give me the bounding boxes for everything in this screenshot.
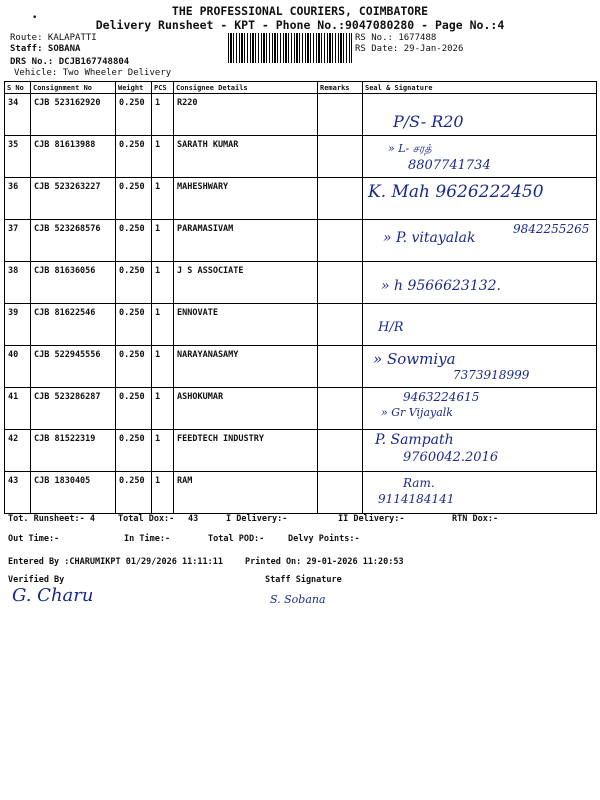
row-consignee: MAHESHWARY — [174, 178, 318, 220]
delivery-table — [4, 81, 597, 514]
rs-date: RS Date: 29-Jan-2026 — [355, 44, 464, 54]
row-consignee: ENNOVATE — [174, 304, 318, 346]
row-remarks — [318, 220, 363, 262]
total-dox-label: Total Dox:- — [118, 514, 175, 524]
row-remarks — [318, 178, 363, 220]
row-weight: 0.250 — [116, 472, 152, 514]
handwritten-signature: » Gr Vijayalk — [381, 406, 453, 419]
row-signature — [363, 178, 597, 220]
row-remarks — [318, 346, 363, 388]
handwritten-phone: 9463224615 — [403, 390, 480, 404]
row-signature — [363, 388, 597, 430]
row-remarks — [318, 94, 363, 136]
row-sno: 40 — [5, 346, 31, 388]
row-sno: 37 — [5, 220, 31, 262]
row-sno: 41 — [5, 388, 31, 430]
row-weight: 0.250 — [116, 346, 152, 388]
row-signature — [363, 472, 597, 514]
handwritten-signature: P/S- R20 — [393, 112, 464, 131]
row-sno: 34 — [5, 94, 31, 136]
row-sno: 43 — [5, 472, 31, 514]
row-signature — [363, 304, 597, 346]
row-pcs: 1 — [152, 220, 174, 262]
row-consignee: FEEDTECH INDUSTRY — [174, 430, 318, 472]
row-weight: 0.250 — [116, 94, 152, 136]
handwritten-signature: » L- சரத் — [388, 142, 432, 155]
rs-number: RS No.: 1677488 — [355, 33, 437, 43]
table-row — [5, 388, 597, 430]
col-signature: Seal & Signature — [363, 82, 597, 94]
row-consignee: NARAYANASAMY — [174, 346, 318, 388]
table-header-row — [5, 82, 597, 94]
row-consignment: CJB 522945556 — [31, 346, 116, 388]
row-consignment: CJB 523162920 — [31, 94, 116, 136]
in-time: In Time:- — [124, 534, 171, 544]
table-row — [5, 136, 597, 178]
bullet-mark: • — [32, 13, 38, 23]
staff-handwritten-signature: S. Sobana — [270, 593, 326, 606]
row-consignment: CJB 523286287 — [31, 388, 116, 430]
row-weight: 0.250 — [116, 220, 152, 262]
staff-label: Staff: SOBANA — [10, 44, 81, 54]
table-row — [5, 346, 597, 388]
row-consignment: CJB 523263227 — [31, 178, 116, 220]
table-row — [5, 220, 597, 262]
row-consignment: CJB 1830405 — [31, 472, 116, 514]
row-signature — [363, 262, 597, 304]
row-sno: 42 — [5, 430, 31, 472]
table-row — [5, 94, 597, 136]
row-remarks — [318, 262, 363, 304]
row-signature — [363, 136, 597, 178]
row-pcs: 1 — [152, 388, 174, 430]
ii-delivery: II Delivery:- — [338, 514, 405, 524]
row-sno: 35 — [5, 136, 31, 178]
col-pcs: PCS — [152, 82, 174, 94]
col-weight: Weight — [116, 82, 152, 94]
row-pcs: 1 — [152, 430, 174, 472]
handwritten-phone: 9842255265 — [513, 222, 590, 236]
handwritten-signature: H/R — [378, 320, 404, 335]
handwritten-phone: 7373918999 — [453, 368, 530, 382]
handwritten-signature: K. Mah 9626222450 — [368, 182, 544, 202]
row-pcs: 1 — [152, 136, 174, 178]
delvy-points: Delvy Points:- — [288, 534, 360, 544]
handwritten-signature: » Sowmiya — [373, 350, 456, 368]
row-consignee: J S ASSOCIATE — [174, 262, 318, 304]
printed-on: Printed On: 29-01-2026 11:20:53 — [245, 557, 404, 567]
row-consignee: ASHOKUMAR — [174, 388, 318, 430]
runsheet-title: Delivery Runsheet - KPT - Phone No.:9047080280 - Page No.:4 — [95, 18, 505, 32]
row-weight: 0.250 — [116, 262, 152, 304]
entered-by: Entered By :CHARUMIKPT 01/29/2026 11:11:11 — [8, 557, 223, 567]
row-signature — [363, 430, 597, 472]
barcode-icon — [228, 33, 352, 63]
row-pcs: 1 — [152, 472, 174, 514]
row-pcs: 1 — [152, 262, 174, 304]
row-weight: 0.250 — [116, 136, 152, 178]
table-row — [5, 304, 597, 346]
out-time: Out Time:- — [8, 534, 60, 544]
row-consignee: R220 — [174, 94, 318, 136]
row-remarks — [318, 472, 363, 514]
row-weight: 0.250 — [116, 430, 152, 472]
total-dox-value: 43 — [188, 514, 199, 524]
table-row — [5, 472, 597, 514]
row-pcs: 1 — [152, 304, 174, 346]
row-signature — [363, 346, 597, 388]
row-consignee: RAM — [174, 472, 318, 514]
col-consignment: Consignment No — [31, 82, 116, 94]
row-consignment: CJB 523268576 — [31, 220, 116, 262]
handwritten-signature: » P. vitayalak — [383, 230, 476, 246]
row-weight: 0.250 — [116, 304, 152, 346]
row-remarks — [318, 136, 363, 178]
drs-number: DRS No.: DCJB167748804 — [10, 57, 130, 67]
table-row — [5, 178, 597, 220]
handwritten-phone: 8807741734 — [408, 158, 491, 173]
row-pcs: 1 — [152, 94, 174, 136]
row-sno: 38 — [5, 262, 31, 304]
staff-signature-label: Staff Signature — [265, 575, 342, 585]
row-pcs: 1 — [152, 178, 174, 220]
handwritten-phone: 9114184141 — [378, 492, 455, 506]
row-sno: 39 — [5, 304, 31, 346]
row-consignee: PARAMASIVAM — [174, 220, 318, 262]
row-weight: 0.250 — [116, 388, 152, 430]
row-remarks — [318, 304, 363, 346]
row-weight: 0.250 — [116, 178, 152, 220]
row-consignment: CJB 81522319 — [31, 430, 116, 472]
col-consignee: Consignee Details — [174, 82, 318, 94]
total-pod: Total POD:- — [208, 534, 265, 544]
table-row — [5, 262, 597, 304]
company-title: THE PROFESSIONAL COURIERS, COIMBATORE — [171, 4, 429, 18]
col-remarks: Remarks — [318, 82, 363, 94]
row-remarks — [318, 430, 363, 472]
tot-runsheet: Tot. Runsheet:- 4 — [8, 514, 95, 524]
handwritten-signature: P. Sampath — [375, 432, 454, 448]
row-pcs: 1 — [152, 346, 174, 388]
vehicle-label: Vehicle: Two Wheeler Delivery — [14, 68, 172, 78]
row-consignment: CJB 81622546 — [31, 304, 116, 346]
verified-handwritten-signature: G. Charu — [12, 585, 94, 606]
handwritten-signature: » h 9566623132. — [381, 278, 502, 294]
route-label: Route: KALAPATTI — [10, 33, 97, 43]
table-row — [5, 430, 597, 472]
verified-by-label: Verified By — [8, 575, 65, 585]
rtn-dox: RTN Dox:- — [452, 514, 499, 524]
handwritten-phone: 9760042.2016 — [403, 450, 499, 465]
col-sno: S No — [5, 82, 31, 94]
handwritten-signature: Ram. — [403, 476, 435, 490]
row-sno: 36 — [5, 178, 31, 220]
i-delivery: I Delivery:- — [226, 514, 288, 524]
row-consignment: CJB 81613988 — [31, 136, 116, 178]
row-consignee: SARATH KUMAR — [174, 136, 318, 178]
row-signature — [363, 94, 597, 136]
row-remarks — [318, 388, 363, 430]
row-signature — [363, 220, 597, 262]
row-consignment: CJB 81636056 — [31, 262, 116, 304]
